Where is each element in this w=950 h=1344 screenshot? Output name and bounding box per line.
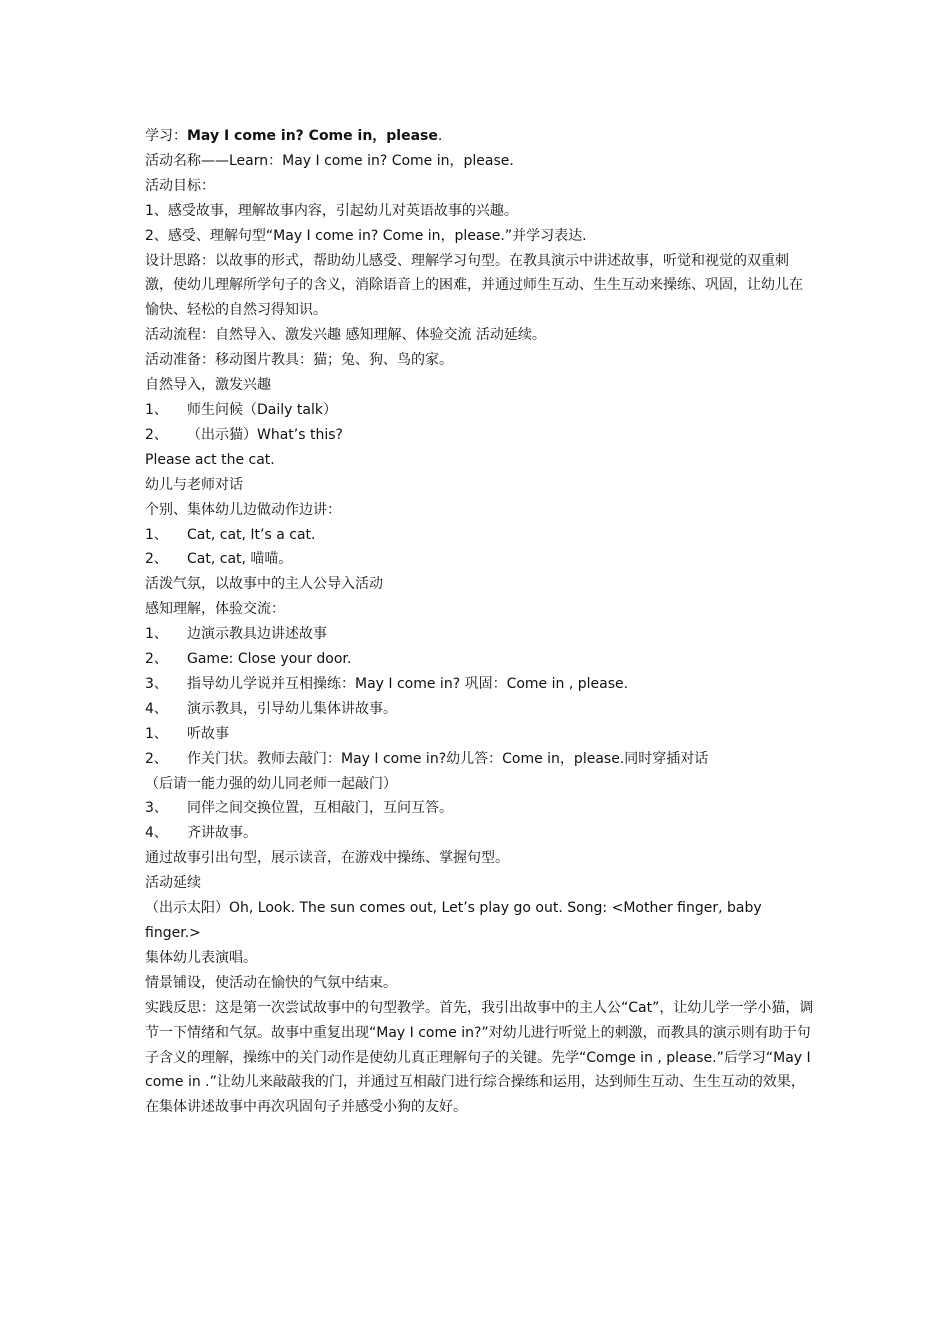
line-text: 活动名称——Learn：May I come in? Come in，please. — [145, 152, 514, 169]
document-body — [145, 124, 815, 1120]
paragraph-line — [145, 722, 815, 747]
paragraph-line — [145, 498, 815, 523]
paragraph-line — [145, 871, 815, 896]
paragraph-line — [145, 547, 815, 572]
title-prefix: 学习： — [145, 128, 187, 144]
line-text: Game: Close your door. — [187, 651, 352, 668]
list-number: 1、 — [145, 626, 168, 643]
paragraph-line — [145, 996, 815, 1121]
paragraph-line — [145, 946, 815, 971]
line-text: 演示教具，引导幼儿集体讲故事。 — [187, 700, 397, 717]
line-text: 活动延续 — [145, 875, 201, 892]
line-text: 幼儿与老师对话 — [145, 476, 243, 493]
list-number: 1、 — [145, 725, 168, 742]
list-number: 3、 — [145, 800, 168, 817]
paragraph-line — [145, 523, 815, 548]
paragraph-line — [145, 473, 815, 498]
paragraph-line — [145, 821, 815, 846]
line-text: 感知理解，体验交流： — [145, 601, 285, 618]
line-text: （出示太阳）Oh, Look. The sun comes out, Let’s play go out. Song: <Mother finger, baby finger.> — [145, 900, 762, 941]
list-number: 2、 — [145, 551, 168, 568]
line-text: Cat, cat, It’s a cat. — [187, 526, 316, 543]
paragraph-line — [145, 398, 815, 423]
paragraph-line — [145, 572, 815, 597]
paragraph-line — [145, 149, 815, 174]
list-number: 4、 — [145, 825, 168, 842]
line-text: 活动流程：自然导入、激发兴趣 感知理解、体验交流 活动延续。 — [145, 327, 546, 344]
paragraph-line — [145, 597, 815, 622]
paragraph-line — [145, 772, 815, 797]
line-text: 集体幼儿表演唱。 — [145, 949, 257, 966]
line-text: （出示猫）What’s this? — [187, 426, 343, 443]
line-text: Please act the cat. — [145, 451, 275, 468]
line-text: 指导幼儿学说并互相操练：May I come in? 巩固：Come in , please. — [187, 675, 629, 692]
line-text: 听故事 — [187, 725, 229, 742]
paragraph-line — [145, 896, 815, 946]
paragraph-line — [145, 224, 815, 249]
list-number: 4、 — [145, 700, 168, 717]
line-text: 自然导入，激发兴趣 — [145, 377, 271, 394]
document-title — [145, 124, 815, 149]
list-number: 1、 — [145, 526, 168, 543]
line-text: 1、感受故事，理解故事内容，引起幼儿对英语故事的兴趣。 — [145, 202, 518, 219]
paragraph-line — [145, 647, 815, 672]
line-text: 设计思路：以故事的形式，帮助幼儿感受、理解学习句型。在教具演示中讲述故事，听觉和视觉的双重刺激，使幼儿理解所学句子的含义，消除语音上的困难，并通过师生互动、生生互动来操练、巩固，让幼儿在愉快、轻松的自然习得知识。 — [145, 252, 803, 319]
paragraph-line — [145, 672, 815, 697]
line-text: 齐讲故事。 — [187, 825, 257, 842]
paragraph-line — [145, 971, 815, 996]
paragraph-line — [145, 697, 815, 722]
list-number: 1、 — [145, 401, 168, 418]
paragraph-line — [145, 373, 815, 398]
title-suffix: . — [437, 128, 443, 144]
list-number: 3、 — [145, 675, 168, 692]
paragraph-line — [145, 199, 815, 224]
paragraph-line — [145, 323, 815, 348]
line-text: （后请一能力强的幼儿同老师一起敲门） — [145, 775, 397, 792]
line-text: 师生问候（Daily talk） — [187, 401, 337, 418]
list-number: 2、 — [145, 750, 168, 767]
line-text: Cat, cat, 喵喵。 — [187, 551, 293, 568]
line-text: 同伴之间交换位置，互相敲门，互问互答。 — [187, 800, 453, 817]
line-text: 2、感受、理解句型“May I come in? Come in，please.”并学习表达. — [145, 227, 587, 244]
paragraph-line — [145, 846, 815, 871]
line-text: 活动目标： — [145, 177, 215, 194]
list-number: 2、 — [145, 426, 168, 443]
line-text: 实践反思：这是第一次尝试故事中的句型教学。首先，我引出故事中的主人公“Cat”，让幼儿学一学小猫，调节一下情绪和气氛。故事中重复出现“May I come in?”对幼儿进行听觉上的刺激，而教具的演示则有助于句子含义的理解，操练中的关门动作是使幼儿真正理解句子的关键。先学“Comge in , please.”后学习“May I come in .”让幼儿来敲敲我的门，并通过互相敲门进行综合操练和运用，达到师生互动、生生互动的效果，在集体讲述故事中再次巩固句子并感受小狗的友好。 — [145, 999, 814, 1116]
paragraph-line — [145, 796, 815, 821]
line-text: 个别、集体幼儿边做动作边讲： — [145, 501, 341, 518]
paragraph-line — [145, 174, 815, 199]
paragraph-line — [145, 348, 815, 373]
paragraph-line — [145, 747, 815, 772]
line-text: 边演示教具边讲述故事 — [187, 626, 327, 643]
list-number: 2、 — [145, 651, 168, 668]
line-text: 活动准备：移动图片教具：猫；兔、狗、鸟的家。 — [145, 352, 453, 369]
line-text: 作关门状。教师去敲门：May I come in?幼儿答：Come in，please.同时穿插对话 — [187, 750, 709, 767]
line-text: 通过故事引出句型，展示读音，在游戏中操练、掌握句型。 — [145, 850, 509, 867]
paragraph-line — [145, 448, 815, 473]
line-text: 活泼气氛，以故事中的主人公导入活动 — [145, 576, 383, 593]
paragraph-line — [145, 249, 815, 324]
title-bold: May I come in? Come in，please — [187, 128, 438, 144]
paragraph-line — [145, 423, 815, 448]
paragraph-line — [145, 622, 815, 647]
line-text: 情景铺设，使活动在愉快的气氛中结束。 — [145, 974, 397, 991]
document-lines — [145, 149, 815, 1120]
